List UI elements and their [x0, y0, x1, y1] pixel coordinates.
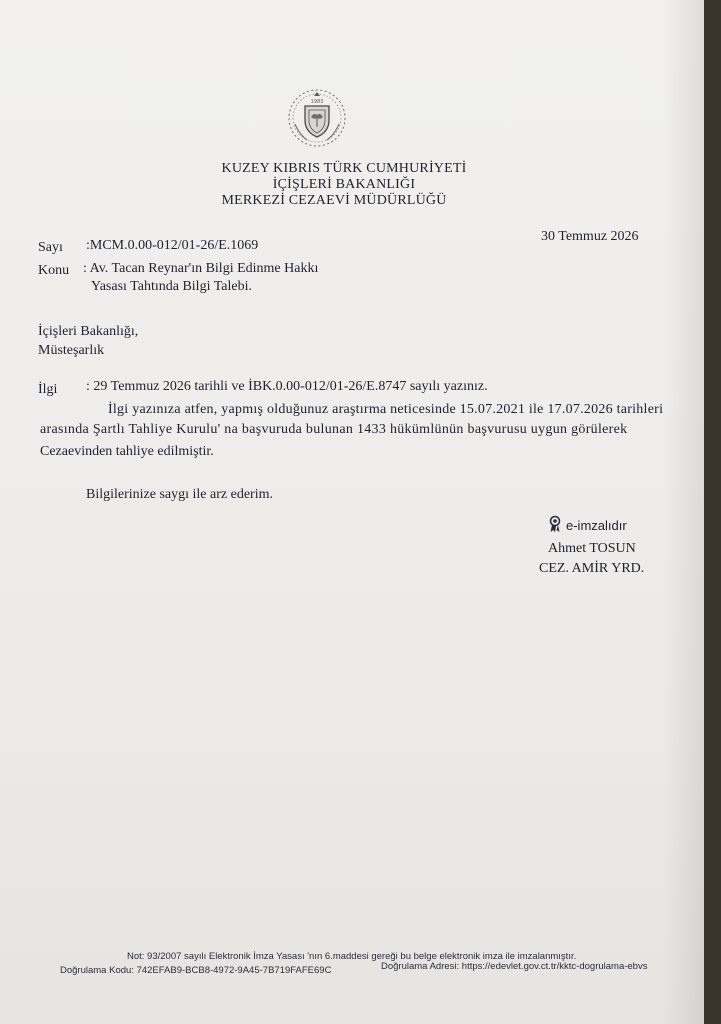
konu-label: Konu	[38, 263, 70, 278]
footer-notice: Not: 93/2007 sayılı Elektronik İmza Yasası 'nın 6.maddesi gereği bu belge elektronik imza ile imzalanmıştır.	[127, 951, 577, 962]
recipient-line-1: İçişleri Bakanlığı,	[38, 324, 139, 339]
e-signature-label: e-imzalıdır	[566, 518, 627, 533]
document-date: 30 Temmuz 2026	[541, 229, 639, 244]
konu-value-line-2: Yasası Tahtında Bilgi Talebi.	[91, 279, 252, 294]
recipient-line-2: Müsteşarlık	[38, 343, 105, 358]
konu-value-line-1: : Av. Tacan Reynar'ın Bilgi Edinme Hakkı	[83, 261, 319, 276]
sayi-label: Sayı	[38, 240, 63, 255]
ilgi-value: : 29 Temmuz 2026 tarihli ve İBK.0.00-012/01-26/E.8747 sayılı yazınız.	[86, 379, 488, 394]
svg-text:1983: 1983	[310, 99, 324, 105]
e-signature-icon	[548, 515, 562, 533]
signer-name: Ahmet TOSUN	[548, 541, 636, 556]
sayi-value: :MCM.0.00-012/01-26/E.1069	[86, 238, 259, 253]
ilgi-label: İlgi	[38, 382, 58, 397]
header-line-3: MERKEZİ CEZAEVİ MÜDÜRLÜĞÜ	[221, 193, 447, 208]
e-signature-stamp	[548, 515, 627, 535]
body-line-2: arasında Şartlı Tahliye Kurulu' na başvuruda bulunan 1433 hükümlünün başvurusu uygun görülerek	[40, 422, 628, 437]
closing-sentence: Bilgilerinize saygı ile arz ederim.	[86, 487, 273, 502]
header-line-2: İÇİŞLERİ BAKANLIĞI	[272, 177, 416, 192]
body-line-1: İlgi yazınıza atfen, yapmış olduğunuz araştırma neticesinde 15.07.2021 ile 17.07.2026 tarihleri	[108, 402, 664, 417]
header-line-1: KUZEY KIBRIS TÜRK CUMHURİYETİ	[221, 161, 467, 176]
verification-address: Doğrulama Adresi: https://edevlet.gov.ct.tr/kktc-dogrulama-ebvs	[381, 961, 648, 972]
coat-of-arms-icon	[283, 84, 351, 152]
verification-code: Doğrulama Kodu: 742EFAB9-BCB8-4972-9A45-7B719FAFE69C	[60, 965, 332, 976]
body-line-3: Cezaevinden tahliye edilmiştir.	[40, 444, 214, 459]
page-shadow	[664, 0, 704, 1024]
signer-title: CEZ. AMİR YRD.	[539, 561, 645, 576]
